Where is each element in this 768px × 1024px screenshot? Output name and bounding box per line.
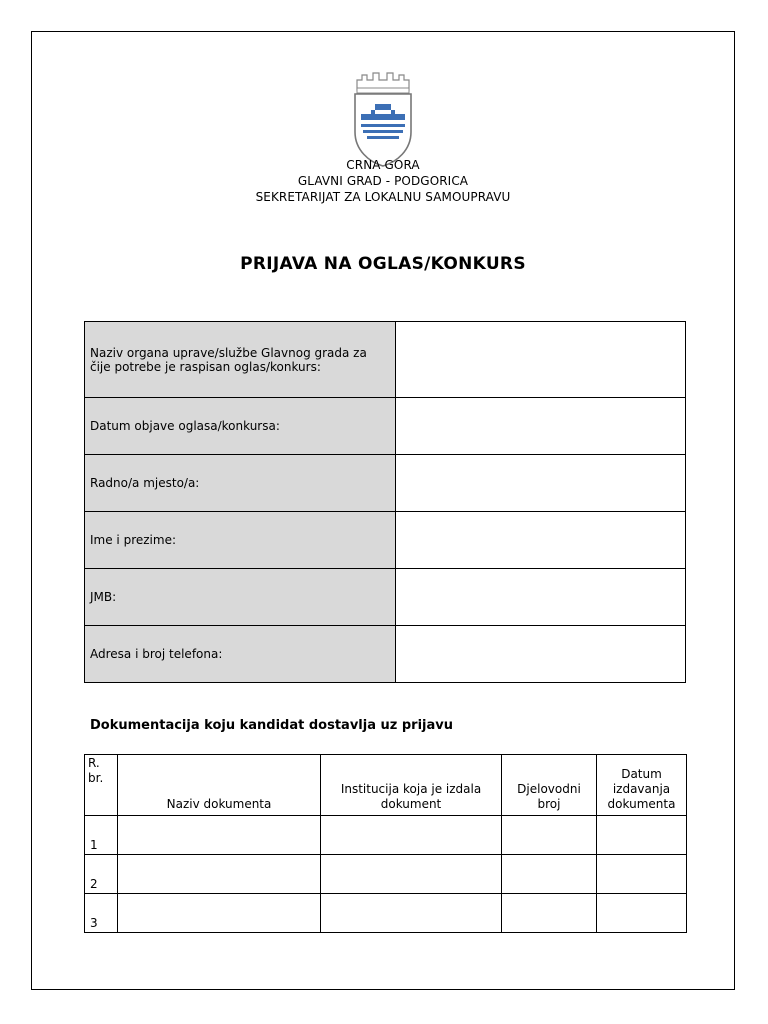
- form-row: [85, 455, 686, 512]
- form-row: [85, 512, 686, 569]
- header-country: CRNA GORA: [346, 158, 420, 172]
- table-row: [85, 816, 687, 855]
- form-field-date[interactable]: [396, 398, 686, 455]
- form-row: [85, 398, 686, 455]
- institution-header: [32, 157, 734, 205]
- row-number: 1: [85, 816, 118, 855]
- row-number: 3: [85, 894, 118, 933]
- form-field-organ[interactable]: [396, 322, 686, 398]
- documents-header-row: [85, 755, 687, 816]
- form-field-jmb[interactable]: [396, 569, 686, 626]
- header-secretariat: SEKRETARIJAT ZA LOKALNU SAMOUPRAVU: [255, 190, 511, 204]
- cell-institution[interactable]: [321, 816, 502, 855]
- form-label-jmb: JMB:: [85, 569, 396, 626]
- application-form-table: [84, 321, 686, 683]
- cell-institution[interactable]: [321, 894, 502, 933]
- cell-reference-number[interactable]: [502, 855, 597, 894]
- cell-issue-date[interactable]: [597, 855, 687, 894]
- form-row: [85, 626, 686, 683]
- form-row: [85, 569, 686, 626]
- cell-reference-number[interactable]: [502, 894, 597, 933]
- column-header-issue-date: Datum izdavanja dokumenta: [597, 755, 687, 816]
- cell-document-name[interactable]: [118, 855, 321, 894]
- cell-reference-number[interactable]: [502, 816, 597, 855]
- form-field-position[interactable]: [396, 455, 686, 512]
- table-row: [85, 855, 687, 894]
- header-city: GLAVNI GRAD - PODGORICA: [297, 174, 469, 188]
- column-header-reference-number: Djelovodni broj: [502, 755, 597, 816]
- document-title: PRIJAVA NA OGLAS/KONKURS: [240, 254, 526, 274]
- form-field-name[interactable]: [396, 512, 686, 569]
- cell-document-name[interactable]: [118, 894, 321, 933]
- column-header-document-name: Naziv dokumenta: [118, 755, 321, 816]
- form-label-organ: Naziv organa uprave/službe Glavnog grada za čije potrebe je raspisan oglas/konkurs:: [85, 322, 396, 398]
- form-label-position: Radno/a mjesto/a:: [85, 455, 396, 512]
- form-row: [85, 322, 686, 398]
- cell-issue-date[interactable]: [597, 816, 687, 855]
- documents-table: [84, 754, 687, 933]
- documents-heading: Dokumentacija koju kandidat dostavlja uz prijavu: [90, 718, 453, 733]
- cell-document-name[interactable]: [118, 816, 321, 855]
- cell-issue-date[interactable]: [597, 894, 687, 933]
- cell-institution[interactable]: [321, 855, 502, 894]
- form-field-address-phone[interactable]: [396, 626, 686, 683]
- form-label-name: Ime i prezime:: [85, 512, 396, 569]
- form-label-date: Datum objave oglasa/konkursa:: [85, 398, 396, 455]
- document-page: [31, 31, 735, 990]
- table-row: [85, 894, 687, 933]
- row-number: 2: [85, 855, 118, 894]
- form-label-address-phone: Adresa i broj telefona:: [85, 626, 396, 683]
- column-header-institution: Institucija koja je izdala dokument: [321, 755, 502, 816]
- column-header-number: R. br.: [85, 755, 118, 816]
